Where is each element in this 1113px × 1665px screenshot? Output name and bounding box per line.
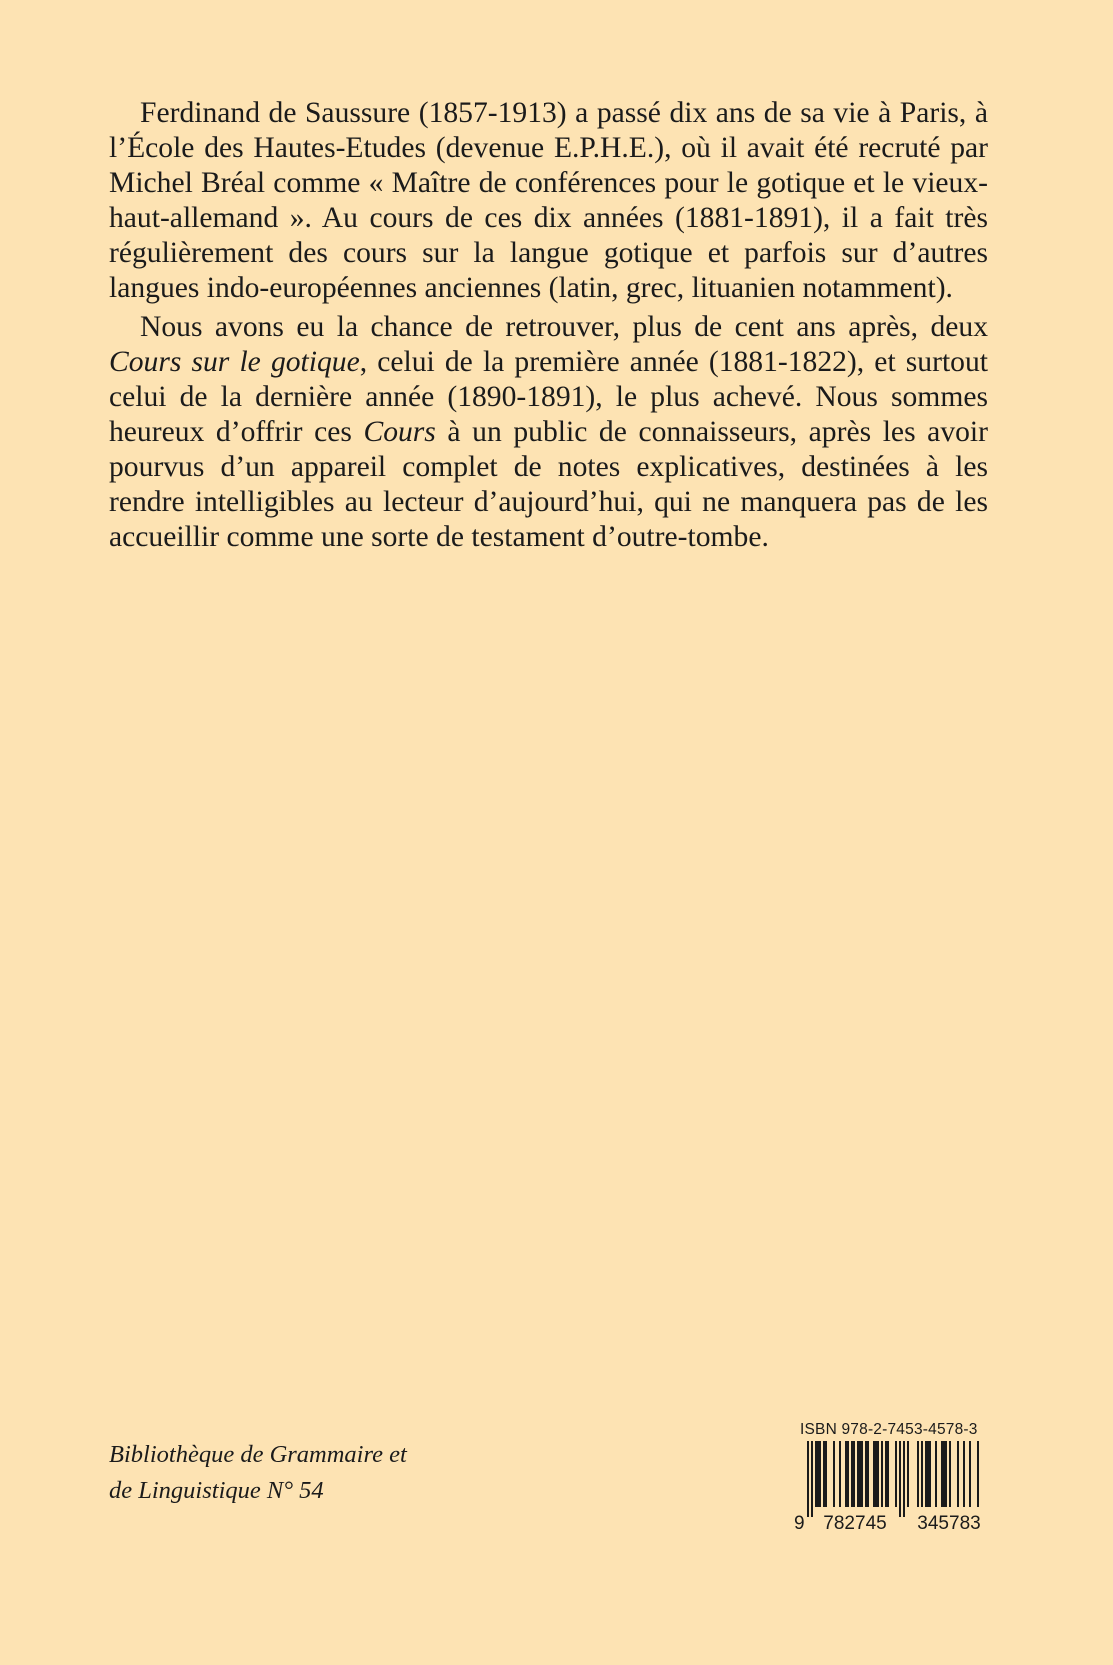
- barcode-bar: [845, 1441, 849, 1507]
- barcode-bar: [925, 1441, 931, 1507]
- barcode-bar: [977, 1441, 979, 1507]
- ean13-barcode: [793, 1441, 987, 1531]
- barcode-bar: [907, 1441, 909, 1507]
- barcode-bar: [957, 1441, 959, 1507]
- barcode-guard-bar: [807, 1441, 809, 1517]
- blurb-paragraph-2: [109, 310, 988, 555]
- blurb-p2-title-cours: Cours: [363, 416, 436, 448]
- barcode-bar: [969, 1441, 971, 1507]
- barcode-bar: [865, 1441, 869, 1507]
- back-cover-blurb: [109, 96, 988, 555]
- blurb-p2-text-c: , celui de la première année (1881-1822), et surtout celui de la dernière année (1890-1891), le plus achevé. Nous sommes heureux d’offrir ces: [109, 346, 989, 448]
- series-title: [109, 1437, 469, 1509]
- barcode-bar: [963, 1441, 965, 1507]
- barcode-bar: [917, 1441, 919, 1507]
- blurb-p2-title-cours-sur-le-gotique: Cours sur le gotique: [109, 346, 360, 378]
- barcode-bar: [857, 1441, 863, 1507]
- barcode-bar: [815, 1441, 821, 1507]
- barcode-bar: [833, 1441, 835, 1507]
- barcode-bar: [873, 1441, 879, 1507]
- barcode-guard-bar: [811, 1441, 813, 1517]
- blurb-p2-text-e: à un public de connaisseurs, après les avoir pourvus d’un appareil complet de notes explicatives, destinées à les rendre intelligibles au lecteur d’aujourd’hui, qui ne manquera pas de les accueillir comme une sorte de testament d’outre-tombe.: [109, 416, 988, 553]
- barcode-digit-lead: 9: [794, 1513, 805, 1531]
- blurb-p2-text-a: Nous avons eu la chance de retrouver, plus de cent ans après, deux: [140, 311, 988, 343]
- barcode-guard-bar: [899, 1441, 901, 1517]
- isbn-barcode-block: [793, 1421, 987, 1531]
- barcode-bar: [935, 1441, 937, 1507]
- blurb-paragraph-1: Ferdinand de Saussure (1857-1913) a passé dix ans de sa vie à Paris, à l’École des Hautes-Etudes (devenue E.P.H.E.), où il avait été recruté par Michel Bréal comme « Maître de conférences pour le gotique et le vieux-haut-allemand ». Au cours de ces dix années (1881-1891), il a fait très régulièrement des cours sur la langue gotique et parfois sur d’autres langues indo-européennes anciennes (latin, grec, lituanien notamment).: [109, 97, 988, 304]
- barcode-bar: [941, 1441, 947, 1507]
- barcode-bar: [881, 1441, 883, 1507]
- barcode-bar: [949, 1441, 951, 1507]
- barcode-bar: [823, 1441, 827, 1507]
- barcode-guard-bar: [903, 1441, 905, 1517]
- barcode-bar: [895, 1441, 897, 1507]
- barcode-bar: [851, 1441, 855, 1507]
- series-line-1: Bibliothèque de Grammaire et: [109, 1441, 407, 1468]
- barcode-digits-left: 782745: [823, 1513, 887, 1531]
- barcode-digits-right: 345783: [917, 1513, 981, 1531]
- series-line-2: de Linguistique N° 54: [109, 1477, 324, 1504]
- barcode-bar: [921, 1441, 923, 1507]
- isbn-label: ISBN 978-2-7453-4578-3: [800, 1421, 978, 1438]
- barcode-bar: [839, 1441, 841, 1507]
- barcode-bar: [885, 1441, 889, 1507]
